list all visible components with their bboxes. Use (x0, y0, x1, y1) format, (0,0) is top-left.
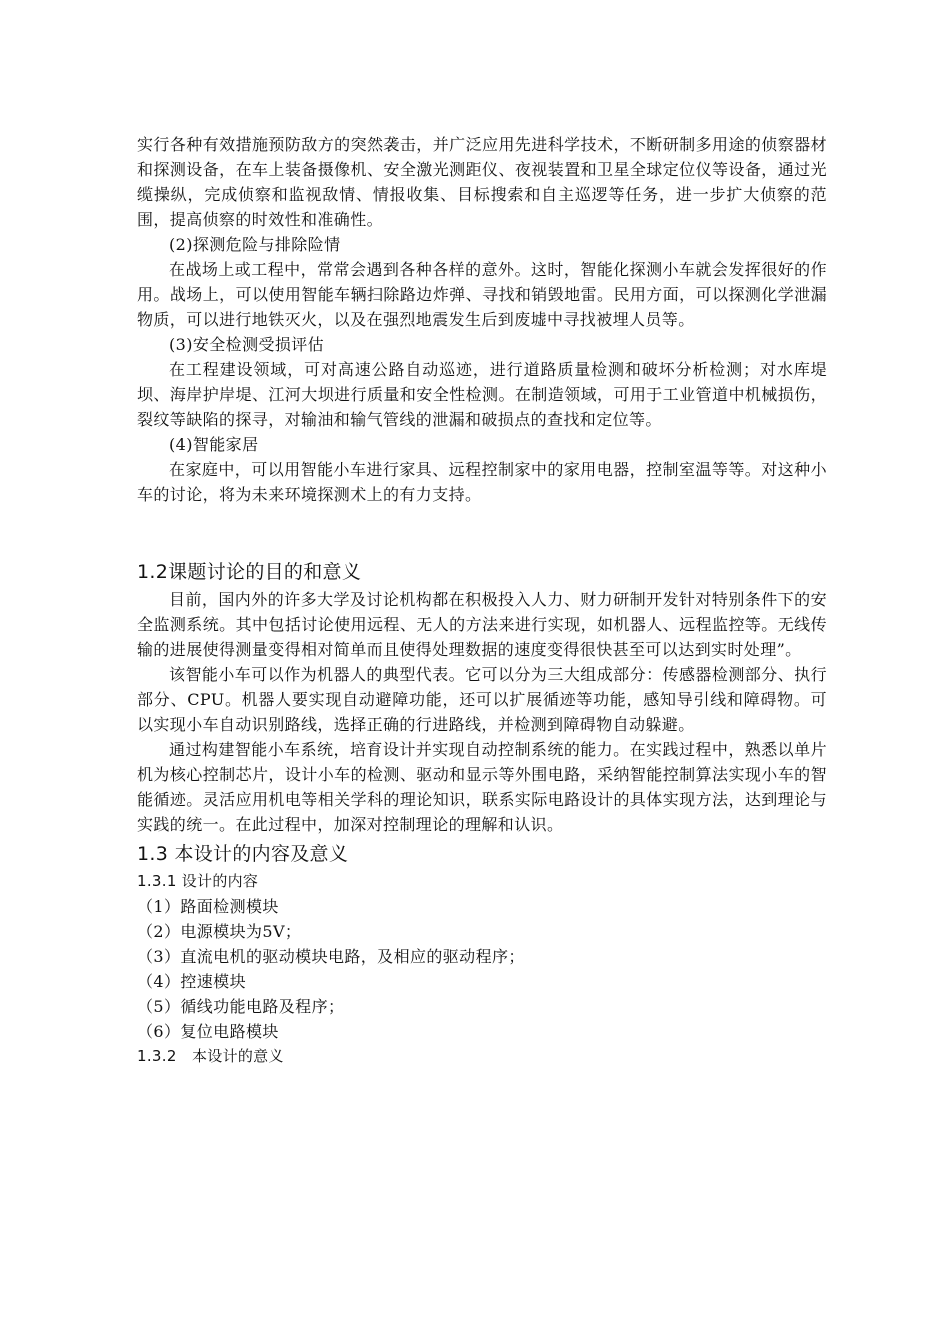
content-list-item: （1）路面检测模块 (137, 897, 279, 916)
section-spacer (137, 507, 827, 557)
intro-paragraph: 实行各种有效措施预防敌方的突然袭击，并广泛应用先进科学技术，不断研制多用途的侦察器材和探测设备，在车上装备摄像机、安全激光测距仪、夜视装置和卫星全球定位仪等设备，通过光缆操纵，完成侦察和监视敌情、情报收集、目标搜索和自主巡逻等任务，进一步扩大侦察的范围，提高侦察的时效性和准确性。 (137, 135, 827, 229)
content-list-item: （6）复位电路模块 (137, 1022, 279, 1041)
subsection-body-2: 在战场上或工程中，常常会遇到各种各样的意外。这时，智能化探测小车就会发挥很好的作用。战场上，可以使用智能车辆扫除路边炸弹、寻找和销毁地雷。民用方面，可以探测化学泄漏物质，可以进行地铁灭火，以及在强烈地震发生后到废墟中寻找被埋人员等。 (137, 260, 827, 329)
document-body (137, 132, 827, 1069)
subsection-heading-3: (3)安全检测受损评估 (169, 335, 325, 354)
subsection-heading-2: (2)探测危险与排除险情 (169, 235, 341, 254)
section-1-2-paragraph-2: 该智能小车可以作为机器人的典型代表。它可以分为三大组成部分：传感器检测部分、执行部分、CPU。机器人要实现自动避障功能，还可以扩展循迹等功能，感知导引线和障碍物。可以实现小车自动识别路线，选择正确的行进路线，并检测到障碍物自动躲避。 (137, 665, 827, 734)
section-1-2-paragraph-3: 通过构建智能小车系统，培育设计并实现自动控制系统的能力。在实践过程中，熟悉以单片机为核心控制芯片，设计小车的检测、驱动和显示等外围电路，采纳智能控制算法实现小车的智能循迹。灵活应用机电等相关学科的理论知识，联系实际电路设计的具体实现方法，达到理论与实践的统一。在此过程中，加深对控制理论的理解和认识。 (137, 740, 827, 834)
content-list-item: （2）电源模块为5V； (137, 922, 302, 941)
subsection-title-1-3-2: 1.3.2 本设计的意义 (137, 1047, 284, 1065)
content-list-item: （5）循线功能电路及程序； (137, 997, 345, 1016)
content-list-item: （4）控速模块 (137, 972, 246, 991)
subsection-heading-4: (4)智能家居 (169, 435, 259, 454)
subsection-title-1-3-1: 1.3.1 设计的内容 (137, 872, 259, 890)
subsection-body-4: 在家庭中，可以用智能小车进行家具、远程控制家中的家用电器，控制室温等等。对这种小车的讨论，将为未来环境探测术上的有力支持。 (137, 460, 827, 504)
subsection-body-3: 在工程建设领域，可对高速公路自动巡迹，进行道路质量检测和破坏分析检测；对水库堤坝、海岸护岸堤、江河大坝进行质量和安全性检测。在制造领域，可用于工业管道中机械损伤，裂纹等缺陷的探寻，对输油和输气管线的泄漏和破损点的查找和定位等。 (137, 360, 827, 429)
content-list-item: （3）直流电机的驱动模块电路，及相应的驱动程序； (137, 947, 525, 966)
section-1-2-paragraph-1: 目前，国内外的许多大学及讨论机构都在积极投入人力、财力研制开发针对特别条件下的安全监测系统。其中包括讨论使用远程、无人的方法来进行实现，如机器人、远程监控等。无线传输的进展使得测量变得相对简单而且使得处理数据的速度变得很快甚至可以达到实时处理”。 (137, 590, 827, 659)
section-title-1-3: 1.3 本设计的内容及意义 (137, 843, 349, 865)
section-title-1-2: 1.2课题讨论的目的和意义 (137, 561, 362, 583)
